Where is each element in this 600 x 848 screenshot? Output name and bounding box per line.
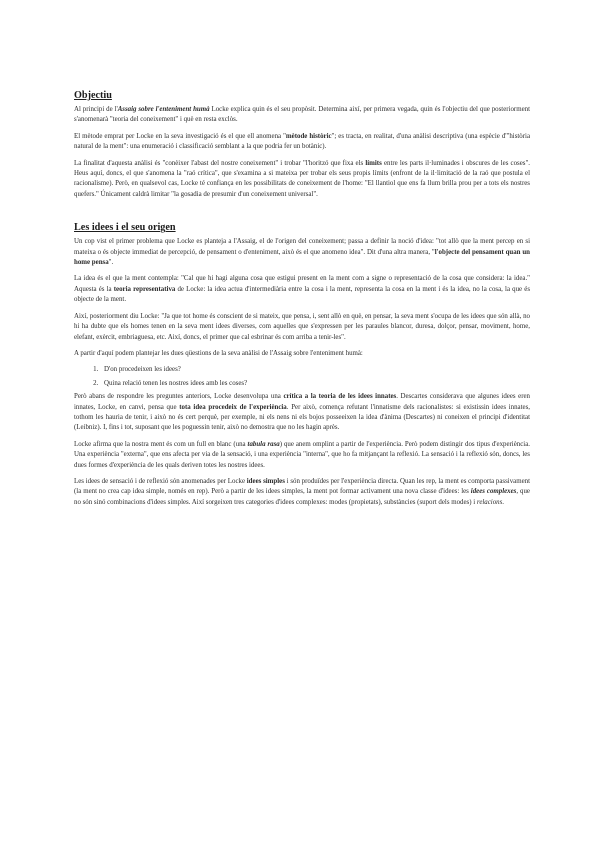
list-item: 2. Quina relació tenen les nostres idees amb les coses? xyxy=(100,379,530,389)
paragraph: Un cop vist el primer problema que Locke es planteja a l'Assaig, el de l'origen del coneixement; passa a definir la noció d'idea: "tot allò que la ment percep en si mateixa o és objecte immediat de percepció, de pensament o d'enteniment, això és el que anomeno idea". Dit d'una altra manera, "l'objecte del pensament quan un home pensa". xyxy=(74,238,530,267)
paragraph: Però abans de respondre les preguntes anteriors, Locke desenvolupa una crítica a la teoria de les idees innates. Descartes considerava que algunes idees eren innates, Locke, en canvi, pensa que tota idea procedeix de l'experiència. Per això, comença refutant l'innatisme dels racionalistes: si existissin idees innates, tothom les hauria de tenir, i això no és cert perquè, per exemple, ni els nens ni els bojos posseeixen la idea d'ànima (Descartes) ni coneixen el principi d'identitat (Leibniz). I, fins i tot, suposant que les poguessin tenir, això no demostra que no les hagin après. xyxy=(74,393,531,432)
paragraph: A partir d'aquí podem plantejar les dues qüestions de la seva anàlisi de l'Assaig sobre l'enteniment humà: xyxy=(74,349,363,357)
section-heading-objectiu: Objectiu xyxy=(74,90,112,101)
paragraph: Les idees de sensació i de reflexió són anomenades per Locke idees simples i són produïdes per l'experiència directa. Quan les rep, la ment es comporta passivament (la ment no crea cap idea simple, només en rep). Però a partir de les idees simples, la ment pot formar activament una nova classe d'idees: les idees complexes, que no són sinó combinacions d'idees simples. Així sorgeixen tres categories d'idees complexes: modes (propietats), substàncies (suport dels modes) i relacions. xyxy=(74,477,530,506)
document-page xyxy=(74,90,530,514)
list-item: 1. D'on procedeixen les idees? xyxy=(100,365,530,375)
paragraph: El mètode emprat per Locke en la seva investigació és el que ell anomena "mètode històric"; es tracta, en realitat, d'una anàlisi descriptiva (una espècie d'"història natural de la ment": una enumeració i classificació semblant a la que podria fer un botànic). xyxy=(74,132,531,151)
paragraph: La finalitat d'aquesta anàlisi és "conèixer l'abast del nostre coneixement" i trobar "l'horitzó que fixa els límits entre les parts il·luminades i obscures de les coses". Heus aquí, doncs, el que s'anomena la "raó crítica", que s'examina a si mateixa per trobar els seus propis límits (enfront de la il·limitació de la raó que postula el racionalisme). Però, en qualsevol cas, Locke té confiança en les possibilitats de coneixement de l'home: "El llantiol que ens fa llum brilla prou per a tots els nostres quefers." Únicament caldrà limitar "la gosadia de presumir d'un coneixement universal". xyxy=(74,159,530,198)
paragraph: La idea és el que la ment contempla: "Cal que hi hagi alguna cosa que estigui present en la ment com a signe o representació de la cosa que considera: la idea." Aquesta és la teoria representativa de Locke: la idea actua d'intermediària entre la cosa i la ment, representa la cosa en la ment i és la idea, no la cosa, la que és objecte de la ment. xyxy=(74,275,530,304)
section-heading-idees: Les idees i el seu origen xyxy=(74,222,176,234)
paragraph: Al principi de l'Assaig sobre l'enteniment humà Locke explica quin és el seu propòsit. Determina així, per primera vegada, quin és l'objectiu del que posteriorment s'anomenarà "teoria del coneixement" i què en resta exclòs. xyxy=(74,106,530,124)
paragraph: Així, posteriorment diu Locke: "Ja que tot home és conscient de si mateix, que pensa, i, sent allò en què, en pensar, la seva ment s'ocupa de les idees que són allà, no hi ha dubte que els homes tenen en la seva ment idees diverses, com aquelles que s'expressen per les paraules blancor, duresa, dolçor, pensar, moviment, home, elefant, exèrcit, embriaguesa, etc. Així, doncs, el primer que cal esbrinar és com arriba a tenir-les". xyxy=(74,312,530,341)
question-list xyxy=(74,365,530,389)
paragraph: Locke afirma que la nostra ment és com un full en blanc (una tabula rasa) que anem omplint a partir de l'experiència. Però podem distingir dos tipus d'experiència. Una experiència "externa", que ens afecta per via de la sensació, i una experiència "interna", que ho fa mitjançant la reflexió. La sensació i la reflexió són, doncs, les dues formes d'experiència de les quals deriven totes les nostres idees. xyxy=(74,440,530,469)
